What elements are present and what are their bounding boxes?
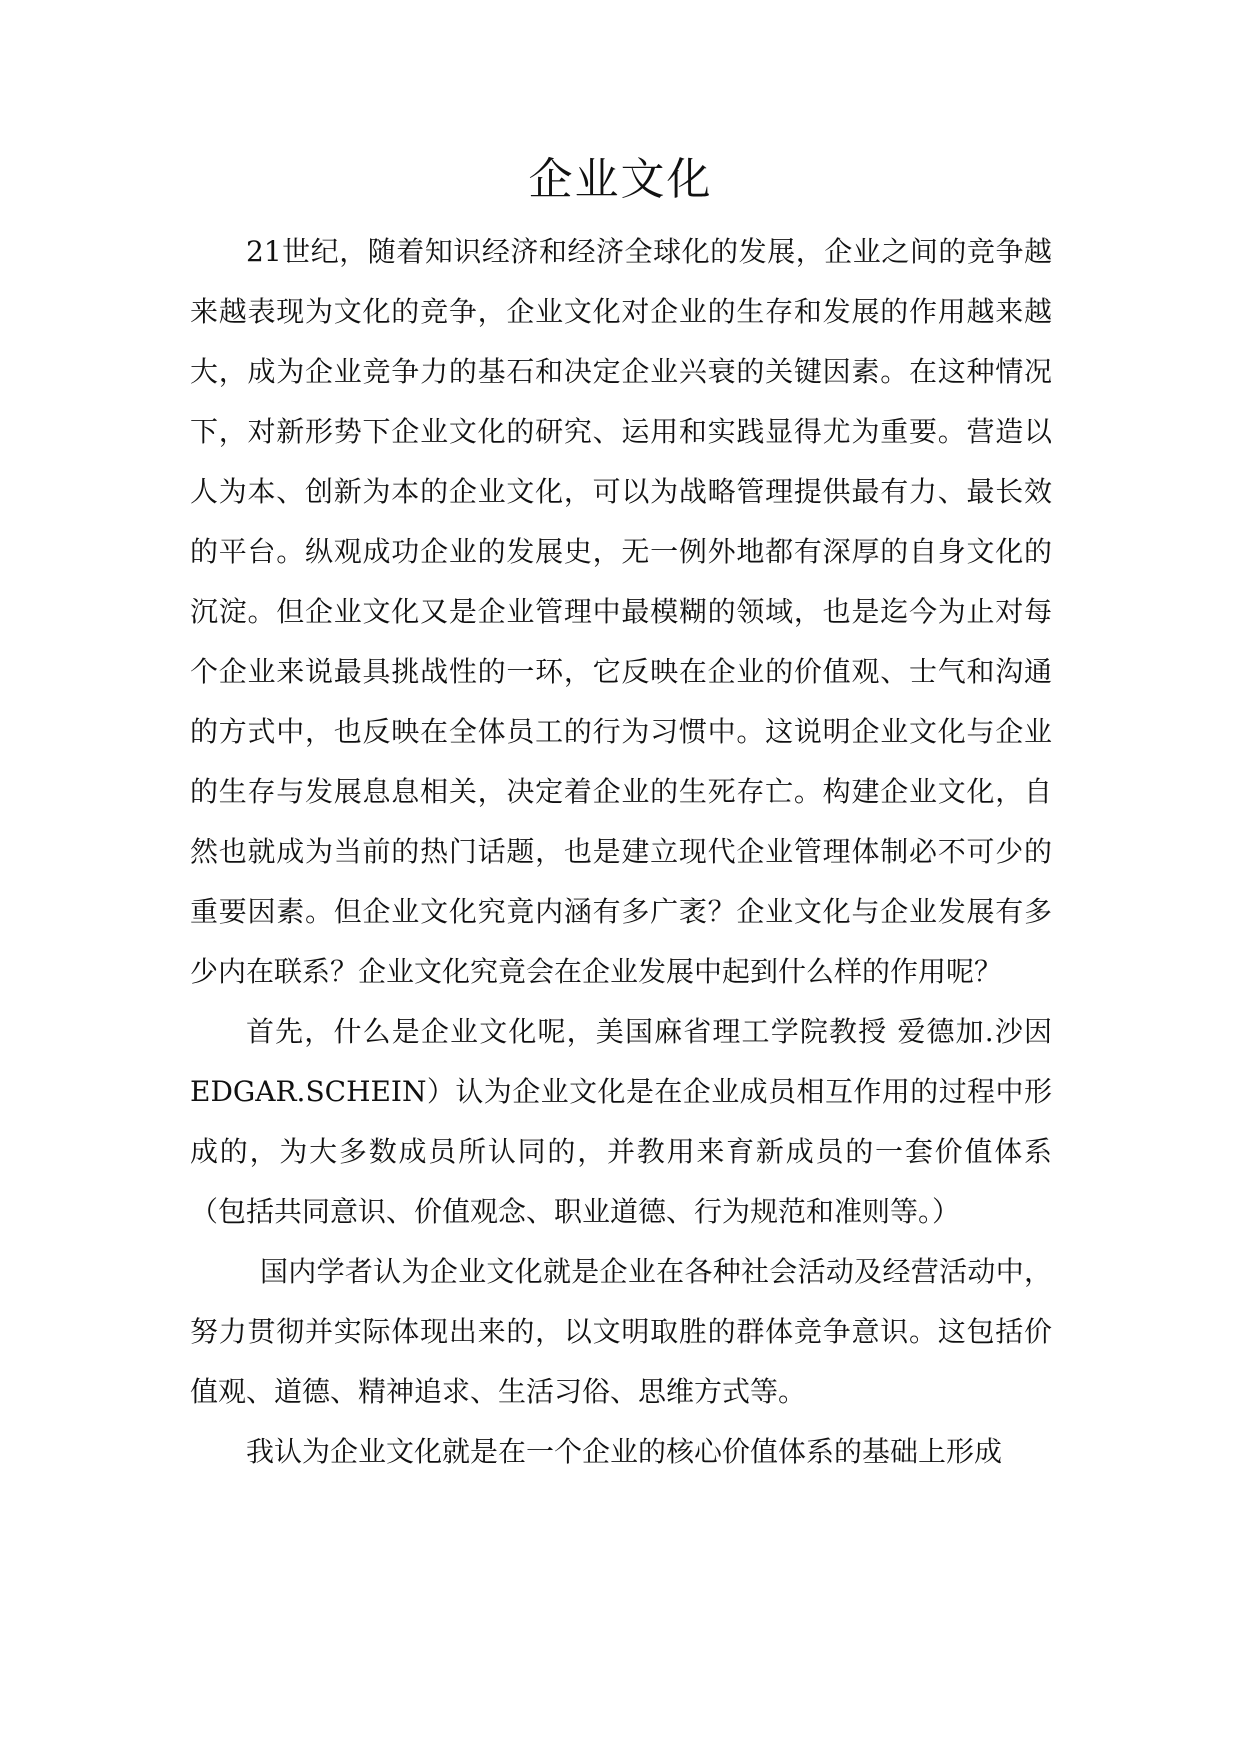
paragraph-schein-definition: 首先，什么是企业文化呢，美国麻省理工学院教授 爱德加.沙因EDGAR.SCHEIN）认为企业文化是在企业成员相互作用的过程中形成的，为大多数成员所认同的，并教用来育新成员的一套价值体系（包括共同意识、价值观念、职业道德、行为规范和准则等。） [190,1015,1052,1228]
paragraph-intro: 21世纪，随着知识经济和经济全球化的发展，企业之间的竞争越来越表现为文化的竞争，企业文化对企业的生存和发展的作用越来越大，成为企业竞争力的基石和决定企业兴衰的关键因素。在这种情况下，对新形势下企业文化的研究、运用和实践显得尤为重要。营造以人为本、创新为本的企业文化，可以为战略管理提供最有力、最长效的平台。纵观成功企业的发展史，无一例外地都有深厚的自身文化的沉淀。但企业文化又是企业管理中最模糊的领域，也是迄今为止对每个企业来说最具挑战性的一环，它反映在企业的价值观、士气和沟通的方式中，也反映在全体员工的行为习惯中。这说明企业文化与企业的生存与发展息息相关，决定着企业的生死存亡。构建企业文化，自然也就成为当前的热门话题，也是建立现代企业管理体制必不可少的重要因素。但企业文化究竟内涵有多广袤？企业文化与企业发展有多少内在联系？企业文化究竟会在企业发展中起到什么样的作用呢？ [190,235,1052,988]
document-title: 企业文化 [528,154,713,205]
document-body [190,222,1052,1482]
paragraph-domestic-scholars: 国内学者认为企业文化就是企业在各种社会活动及经营活动中，努力贯彻并实际体现出来的，以文明取胜的群体竞争意识。这包括价值观、道德、精神追求、生活习俗、思维方式等。 [190,1255,1052,1408]
paragraph-author-view: 我认为企业文化就是在一个企业的核心价值体系的基础上形成 [246,1435,1003,1468]
